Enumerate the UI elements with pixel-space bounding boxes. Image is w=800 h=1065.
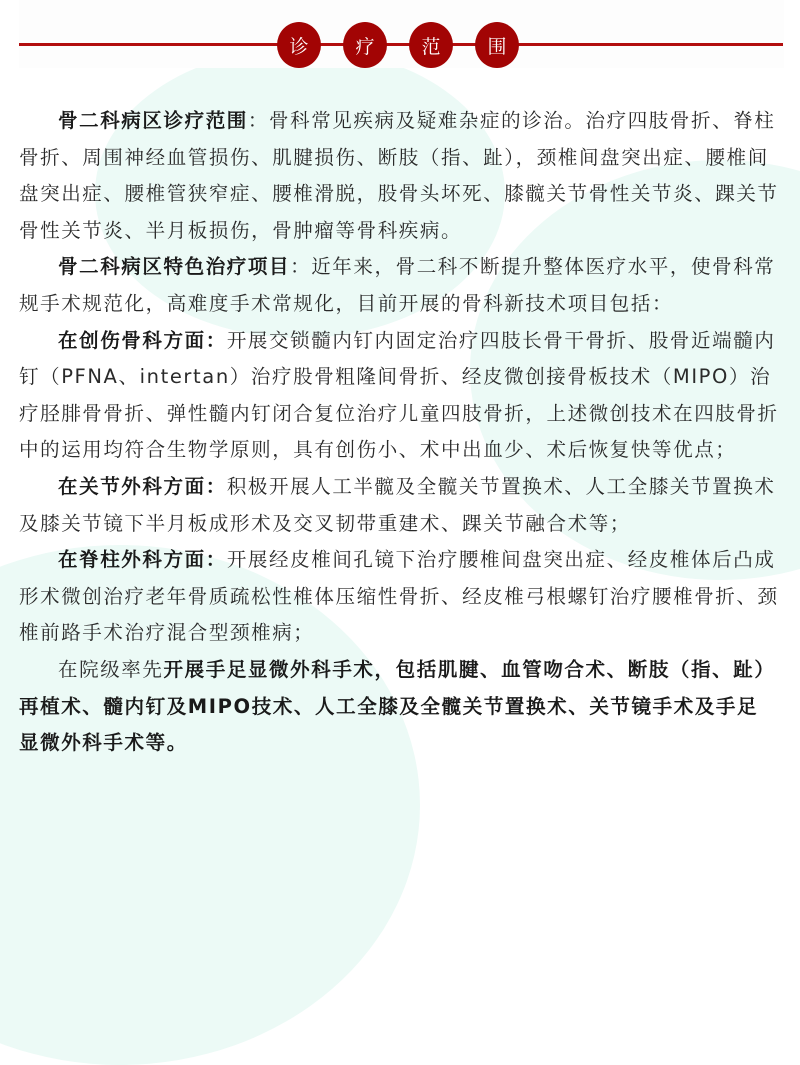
paragraph-text: 开展交锁髓内钉内固定治疗四肢长骨干骨折、股骨近端髓内钉（PFNA、intertan）治疗股骨粗隆间骨折、经皮微创接骨板技术（MIPO）治疗胫腓骨骨折、弹性髓内钉闭合复位治疗儿童四肢骨折，上述微创技术在四肢骨折中的运用均符合生物学原则，具有创伤小、术中出血少、术后恢复快等优点； xyxy=(19,328,779,462)
title-char-badge: 疗 xyxy=(343,22,387,68)
paragraph-lead: 骨二科病区诊疗范围 xyxy=(58,109,248,132)
paragraph-lead: 骨二科病区特色治疗项目 xyxy=(58,255,291,279)
title-char-badge: 围 xyxy=(475,22,519,68)
paragraph-text: 积极开展人工半髋及全髋关节置换术、人工全膝关节置换术及膝关节镜下半月板成形术及交叉韧带重建术、踝关节融合术等； xyxy=(19,474,776,535)
paragraph-text: ：近年来，骨二科不断提升整体医疗水平，使骨科常规手术规范化，高难度手术常规化，目前开展的骨科新技术项目包括： xyxy=(19,255,776,315)
paragraph-featured-treatments xyxy=(19,249,779,322)
paragraph-trauma xyxy=(19,323,779,469)
paragraph-lead: 在脊柱外科方面： xyxy=(58,548,227,572)
article-body xyxy=(19,103,779,762)
paragraph-scope xyxy=(19,103,779,249)
title-char-badge: 范 xyxy=(409,22,453,68)
paragraph-text: ：骨科常见疾病及疑难杂症的诊治。治疗四肢骨折、脊柱骨折、周围神经血管损伤、肌腱损伤、断肢（指、趾），颈椎间盘突出症、腰椎间盘突出症、腰椎管狭窄症、腰椎滑脱，股骨头坏死、膝髋关节骨性关节炎、踝关节骨性关节炎、半月板损伤，骨肿瘤等骨科疾病。 xyxy=(19,109,779,242)
paragraph-prefix: 在院级率先 xyxy=(58,657,164,681)
paragraph-joint xyxy=(19,469,779,542)
paragraph-text: 开展经皮椎间孔镜下治疗腰椎间盘突出症、经皮椎体后凸成形术微创治疗老年骨质疏松性椎体压缩性骨折、经皮椎弓根螺钉治疗腰椎骨折、颈椎前路手术治疗混合型颈椎病； xyxy=(19,548,779,645)
paragraph-lead: 在创伤骨科方面： xyxy=(58,328,227,352)
paragraph-microsurgery xyxy=(19,652,779,762)
section-title xyxy=(277,22,519,68)
title-char-badge: 诊 xyxy=(277,22,321,68)
paragraph-lead: 在关节外科方面： xyxy=(58,474,227,498)
paragraph-spine xyxy=(19,542,779,652)
paragraph-bold-text: 开展手足显微外科手术，包括肌腱、血管吻合术、断肢（指、趾）再植术、髓内钉及MIPO技术、人工全膝及全髋关节置换术、关节镜手术及手足显微外科手术等。 xyxy=(19,657,776,755)
